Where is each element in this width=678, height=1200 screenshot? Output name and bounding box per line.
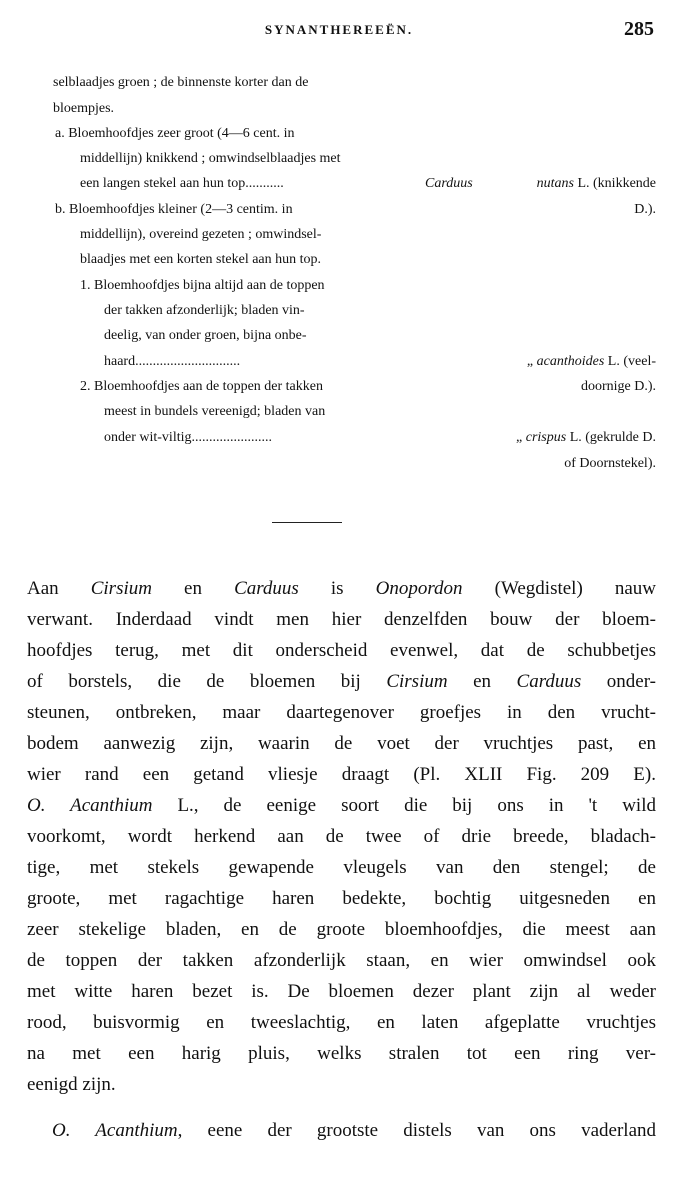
key-line: a. Bloemhoofdjes zeer groot (4—6 cent. in [55,126,295,141]
page-number: 285 [624,18,654,40]
body-line: Aan Cirsium en Carduus is Onopordon (Wegdistel) nauw [27,578,657,599]
body-line: steunen, ontbreken, maar daartegenover groefjes in den vrucht- [27,702,656,723]
key-line: middellijn), overeind gezeten ; omwindsel- [80,227,322,242]
body-line: de toppen der takken afzonderlijk staan, en wier omwindsel ook [27,950,656,971]
body-line: hoofdjes terug, met dit onderscheid evenwel, dat de schubbetjes [27,640,656,661]
key-line: haard.............................. [104,354,241,369]
key-species: „ acanthoides L. (veel- [526,354,656,369]
key-species-cont: D.). [634,202,656,217]
key-line: deelig, van onder groen, bijna onbe- [104,328,307,343]
body-line: verwant. Inderdaad vindt men hier denzelfden bouw der bloem- [27,609,656,630]
key-line: 1. Bloemhoofdjes bijna altijd aan de toppen [80,278,325,293]
key-species-cont: of Doornstekel). [564,456,656,471]
key-line: b. Bloemhoofdjes kleiner (2—3 centim. in [55,202,293,217]
key-line: onder wit-viltig....................... [104,430,272,445]
key-line: 2. Bloemhoofdjes aan de toppen der takken [80,379,323,394]
key-species: nutans L. (knikkende [536,176,656,191]
key-line: bloempjes. [53,101,115,116]
body-line: met witte haren bezet is. De bloemen dezer plant zijn al weder [27,981,656,1002]
body-line: of borstels, die de bloemen bij Cirsium en Carduus onder- [27,671,656,692]
key-line: der takken afzonderlijk; bladen vin- [104,303,305,318]
body-line: bodem aanwezig zijn, waarin de voet der vruchtjes past, en [27,733,656,754]
running-header: SYNANTHEREEËN. [264,22,414,37]
body-line: O. Acanthium, eene der grootste distels van ons vaderland [52,1120,657,1141]
key-line: middellijn) knikkend ; omwindselblaadjes met [80,151,341,166]
body-line: zeer stekelige bladen, en de groote bloemhoofdjes, die meest aan [27,919,656,940]
key-species-cont: doornige D.). [580,379,656,394]
key-line: een langen stekel aan hun top........... [80,176,284,191]
body-line: O. Acanthium L., de eenige soort die bij ons in 't wild [27,795,656,816]
body-line: voorkomt, wordt herkend aan de twee of drie breede, bladach- [27,826,656,847]
key-species: „ crispus L. (gekrulde D. [516,430,656,445]
body-line: eenigd zijn. [27,1074,116,1095]
key-line: blaadjes met een korten stekel aan hun top. [80,252,322,267]
key-line: meest in bundels vereenigd; bladen van [104,404,326,419]
body-line: tige, met stekels gewapende vleugels van den stengel; de [27,857,656,878]
body-line: rood, buisvormig en tweeslachtig, en laten afgeplatte vruchtjes [27,1012,656,1033]
section-divider [272,522,342,523]
body-line: groote, met ragachtige haren bedekte, bochtig uitgesneden en [27,888,656,909]
body-line: wier rand een getand vliesje draagt (Pl. XLII Fig. 209 E). [27,764,656,785]
key-genus-carduus: Carduus [425,176,473,191]
key-line: selblaadjes groen ; de binnenste korter dan de [53,75,309,90]
body-line: na met een harig pluis, welks stralen tot een ring ver- [27,1043,656,1064]
